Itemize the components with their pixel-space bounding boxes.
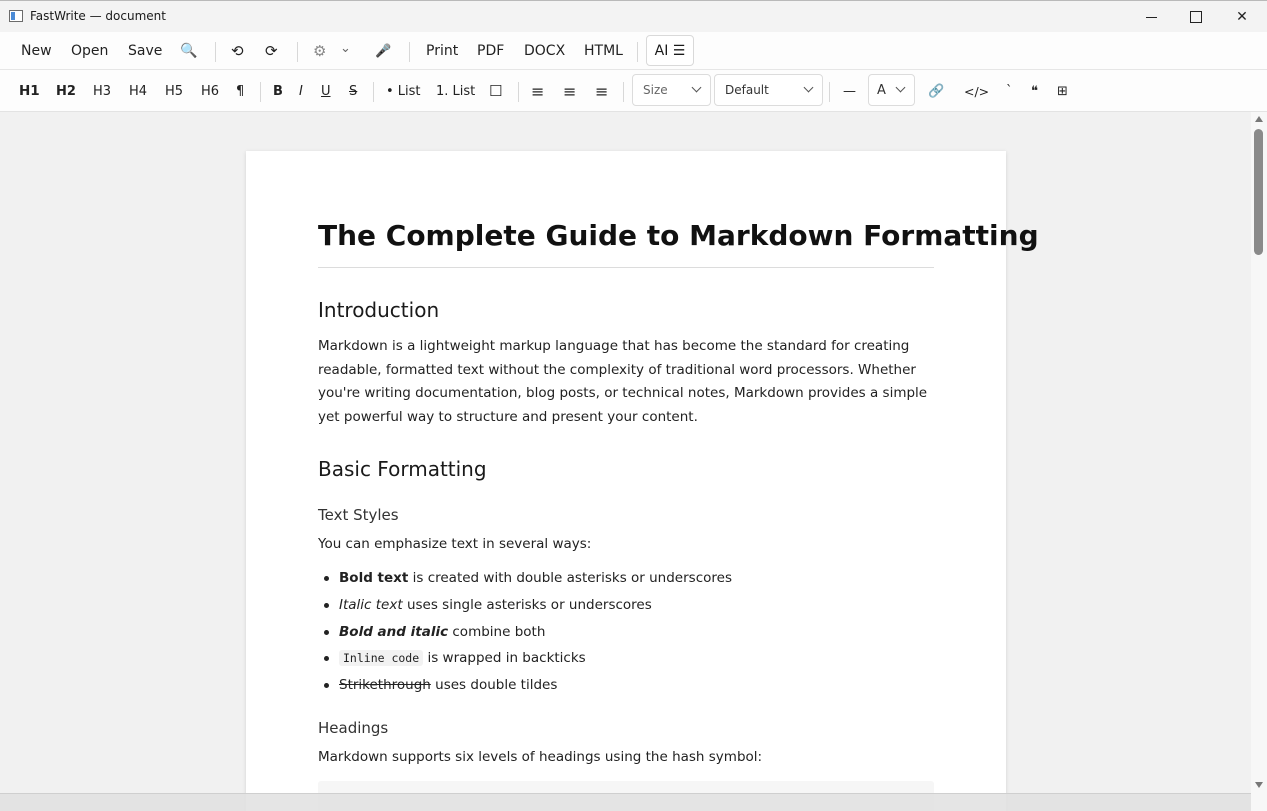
text-styles-heading: Text Styles (318, 506, 399, 524)
minimize-button[interactable] (1128, 1, 1174, 33)
list-item-text: combine both (448, 623, 546, 640)
bold-italic-example: Bold and italic (339, 623, 449, 640)
html-button[interactable]: HTML (584, 43, 623, 59)
paragraph-button[interactable]: ¶ (236, 83, 245, 99)
print-button[interactable]: Print (426, 43, 459, 59)
chevron-down-icon (692, 83, 702, 93)
heading2-button[interactable]: H2 (56, 83, 76, 99)
window-title: FastWrite — document (30, 9, 166, 23)
microphone-icon[interactable]: 🎤 (375, 43, 392, 59)
divider (623, 82, 624, 102)
intro-paragraph: Markdown is a lightweight markup language that has become the standard for creating readable, formatted text without the complexity of traditional word processors. Whether you're writing documentation, blog posts, or technical notes, Markdown provides a simple yet powerful way to structure and present your content. (318, 338, 928, 425)
chevron-down-icon[interactable]: ⌄ (340, 40, 351, 56)
list-item (318, 622, 934, 649)
align-left-icon[interactable]: ≡ (531, 81, 545, 101)
text-color-select[interactable] (868, 74, 915, 106)
inline-code-button[interactable]: ` (1006, 83, 1013, 99)
divider (518, 82, 519, 102)
basic-formatting-heading: Basic Formatting (318, 457, 487, 481)
search-icon[interactable]: 🔍 (180, 43, 198, 59)
list-item-text: uses double tildes (430, 677, 558, 694)
heading6-button[interactable]: H6 (201, 83, 220, 99)
heading4-button[interactable]: H4 (129, 83, 148, 99)
redo-icon[interactable]: ⟳ (265, 42, 278, 60)
headings-heading: Headings (318, 719, 389, 737)
table-icon[interactable]: ⊞ (1057, 83, 1068, 99)
text-color-icon: A (877, 82, 886, 98)
divider (297, 42, 298, 62)
divider (215, 42, 216, 62)
chevron-down-icon (896, 83, 906, 93)
list-item (318, 675, 934, 702)
undo-icon[interactable]: ⟲ (231, 42, 244, 60)
underline-button[interactable]: U (321, 83, 331, 99)
save-button[interactable]: Save (128, 43, 163, 59)
title-divider (318, 267, 934, 268)
quote-icon[interactable]: ❝ (1031, 83, 1038, 99)
title-bar (0, 0, 1267, 32)
list-item (318, 648, 934, 675)
vertical-scrollbar[interactable] (1251, 112, 1267, 811)
divider (409, 42, 410, 62)
link-icon[interactable]: 🔗 (928, 83, 945, 99)
bold-example: Bold text (339, 570, 409, 586)
open-button[interactable]: Open (71, 43, 109, 59)
horizontal-scrollbar[interactable] (0, 793, 1251, 811)
close-button[interactable]: ✕ (1236, 9, 1248, 25)
headings-paragraph: Markdown supports six levels of headings using the hash symbol: (318, 749, 763, 765)
strikethrough-button[interactable]: S (349, 83, 358, 99)
inline-code-example: Inline code (339, 650, 423, 666)
scrollbar-thumb[interactable] (1254, 129, 1263, 255)
font-family-select-value: Default (725, 83, 769, 97)
editor-area[interactable] (0, 112, 1251, 811)
document-page[interactable] (246, 151, 1039, 811)
document-title: The Complete Guide to Markdown Formatting (318, 219, 1039, 252)
font-size-select[interactable] (632, 74, 711, 106)
heading3-button[interactable]: H3 (93, 83, 112, 99)
horizontal-rule-button[interactable]: — (843, 83, 856, 99)
maximize-button[interactable] (1173, 1, 1219, 33)
font-size-select-value: Size (643, 83, 668, 97)
list-item (318, 568, 934, 595)
heading1-button[interactable]: H1 (19, 83, 40, 99)
list-item-text: is wrapped in backticks (423, 650, 586, 667)
scroll-down-arrow-icon[interactable] (1255, 782, 1263, 788)
scroll-up-arrow-icon[interactable] (1255, 116, 1263, 122)
font-family-select[interactable] (714, 74, 823, 106)
bold-button[interactable]: B (273, 83, 283, 99)
emphasize-paragraph: You can emphasize text in several ways: (318, 536, 592, 552)
settings-icon[interactable]: ⚙ (313, 42, 327, 60)
divider (637, 42, 638, 62)
divider (373, 82, 374, 102)
code-block-icon[interactable]: </> (964, 83, 990, 99)
pdf-button[interactable]: PDF (477, 43, 505, 59)
align-right-icon[interactable]: ≡ (595, 81, 609, 101)
list-item-text: uses single asterisks or underscores (402, 596, 652, 613)
checkbox-button[interactable]: ☐ (489, 82, 503, 100)
ai-menu-button[interactable]: AI ☰ (646, 35, 694, 66)
new-button[interactable]: New (21, 43, 52, 59)
strikethrough-example: Strikethrough (339, 677, 431, 694)
formatting-list (318, 568, 934, 702)
italic-example: Italic text (339, 596, 403, 613)
chevron-down-icon (804, 83, 814, 93)
heading5-button[interactable]: H5 (165, 83, 184, 99)
docx-button[interactable]: DOCX (524, 43, 566, 59)
divider (260, 82, 261, 102)
app-icon (9, 10, 23, 22)
list-item (318, 595, 934, 622)
intro-heading: Introduction (318, 298, 440, 322)
italic-button[interactable]: I (299, 83, 303, 99)
numbered-list-button[interactable]: 1. List (436, 83, 476, 99)
align-center-icon[interactable]: ≡ (563, 81, 577, 101)
main-toolbar (0, 32, 1267, 70)
bullet-list-button[interactable]: • List (386, 83, 421, 99)
list-item-text: is created with double asterisks or underscores (408, 570, 732, 586)
divider (829, 82, 830, 102)
